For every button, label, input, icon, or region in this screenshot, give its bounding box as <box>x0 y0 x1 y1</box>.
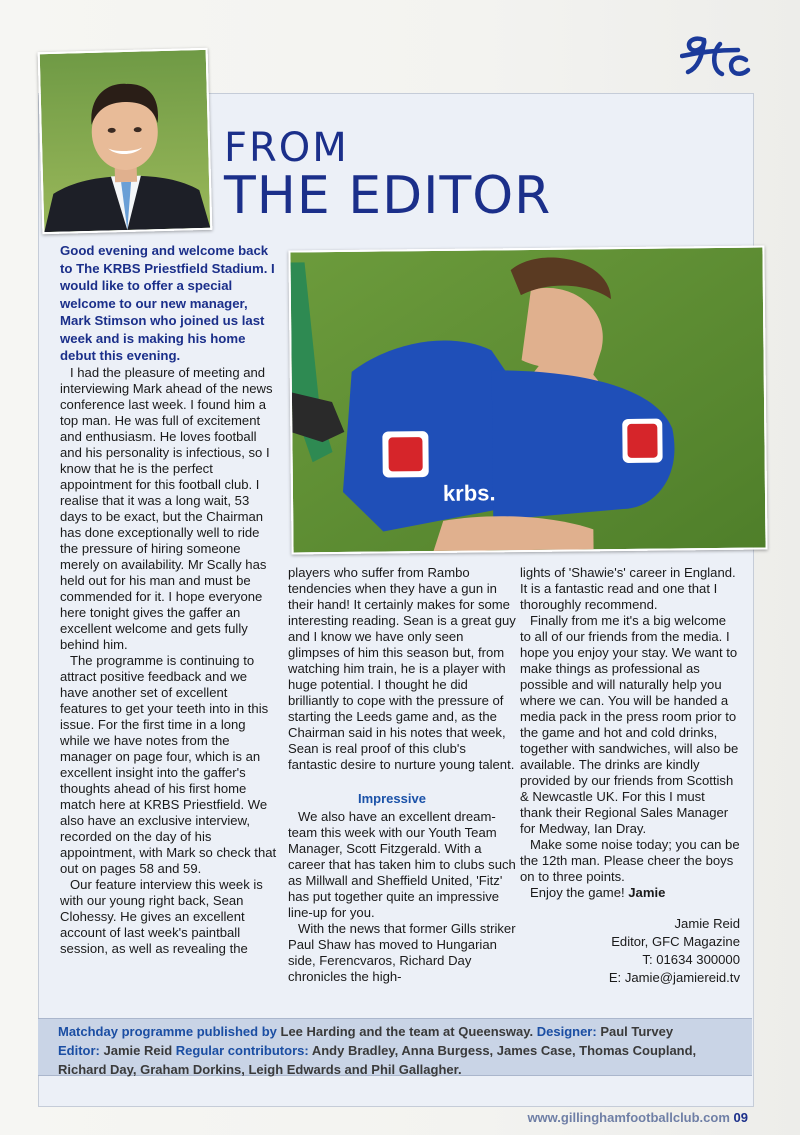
published-value: Lee Harding and the team at Queensway. <box>280 1024 534 1039</box>
body-paragraph: The programme is continuing to attract positive feedback and we have another set of excellent features to get your teeth into in this issue. For the first time in a long while we have notes from the manager on page four, which is an excellent insight into the gaffer's thoughts ahead of his first home match here at KRBS Priestfield. We also have an exclusive interview, recorded on the day of his appointment, with Mark so check that out on pages 58 and 59. <box>60 652 277 876</box>
signature-phone: T: 01634 300000 <box>642 952 740 967</box>
page-title: THE EDITOR <box>224 166 552 226</box>
player-photo <box>288 246 767 555</box>
intro-paragraph: Good evening and welcome back to The KRBS Priestfield Stadium. I would like to offer a special welcome to our new manager, Mark Stimson who joined us last week and is making his home debut this evening. <box>60 243 275 363</box>
contributors-value-cont: Richard Day, Graham Dorkins, Leigh Edwards and Phil Gallagher. <box>58 1062 462 1077</box>
body-paragraph: Our feature interview this week is with our young right back, Sean Clohessy. He gives an excellent account of last week's paintball session, as well as revealing the <box>60 876 263 956</box>
body-paragraph: Make some noise today; you can be the 12th man. Please cheer the boys on to three points. <box>520 837 740 884</box>
body-paragraph: Finally from me it's a big welcome to all of our friends from the media. I hope you enjoy your stay. We want to make things as professional as possible and will naturally help you where we can. You will be handed a media pack in the press room prior to the game and hot and cold drinks, together with sandwiches, will also be available. The drinks are kindly provided by our friends from Scottish & Newcastle UK. For this I must thank their Regional Sales Manager for Medway, Ian Dray. <box>520 613 739 836</box>
signature-name: Jamie Reid <box>674 916 740 931</box>
subheading: Impressive <box>358 791 426 806</box>
contributors-value: Andy Bradley, Anna Burgess, James Case, Thomas Coupland, <box>311 1043 697 1058</box>
heading-from: FROM <box>224 125 349 171</box>
designer-value: Paul Turvey <box>600 1024 674 1039</box>
designer-label: Designer: <box>536 1024 597 1039</box>
closing-line <box>520 885 740 901</box>
body-paragraph: players who suffer from Rambo tendencies when they have a gun in their hand! It certainly makes for some interesting reading. Sean is a great guy and I know we have only seen glimpses of him this season but, from watching him train, he is a player with huge potential. I thought he did brilliantly to cope with the pressure of starting the Leeds game and, as the Chairman said in his notes that week, Sean is real proof of this club's fantastic desire to nurture young talent. <box>288 565 516 772</box>
article-column-3 <box>520 565 740 987</box>
published-label: Matchday programme published by <box>58 1024 277 1039</box>
signature-block <box>520 915 740 987</box>
gfc-logo <box>680 30 752 80</box>
body-paragraph: We also have an excellent dream-team this week with our Youth Team Manager, Scott Fitzgerald. With a career that has taken him to clubs such as Millwall and Sheffield United, 'Fitz' has put together quite an impressive line-up for you. <box>288 809 516 920</box>
body-paragraph: With the news that former Gills striker Paul Shaw has moved to Hungarian side, Ferencvaros, Richard Day chronicles the high- <box>288 921 516 984</box>
body-paragraph: lights of 'Shawie's' career in England. It is a fantastic read and one that I thoroughly recommend. <box>520 565 736 612</box>
credits-bar <box>38 1018 752 1076</box>
svg-text:krbs.: krbs. <box>442 480 496 506</box>
page-footer <box>527 1110 748 1125</box>
body-paragraph: I had the pleasure of meeting and interviewing Mark ahead of the news conference last week. I found him a top man. He was full of excitement and enthusiasm. He loves football and his personality is infectious, so I know that he is the perfect appointment for this football club. I realise that it was a long wait, 53 days to be exact, but the Chairman has done exceptionally well to ride the pressure of hiring someone merely on availability. Mr Scally has held out for his man and must be commended for it. I hope everyone here tonight gives the gaffer an excellent welcome and gets fully behind him. <box>60 364 273 652</box>
editor-value: Jamie Reid <box>103 1043 173 1058</box>
page-number: 09 <box>733 1110 748 1125</box>
editor-label: Editor: <box>58 1043 100 1058</box>
article-column-2 <box>288 565 516 985</box>
editor-portrait-photo <box>38 48 213 234</box>
signature-email: E: Jamie@jamiereid.tv <box>608 970 740 985</box>
article-column-1 <box>60 242 278 957</box>
contributors-label: Regular contributors: <box>175 1043 309 1058</box>
closing-name: Jamie <box>628 885 666 900</box>
website-url: www.gillinghamfootballclub.com <box>527 1110 730 1125</box>
signature-role: Editor, GFC Magazine <box>611 934 740 949</box>
closing-text: Enjoy the game! <box>530 885 625 900</box>
